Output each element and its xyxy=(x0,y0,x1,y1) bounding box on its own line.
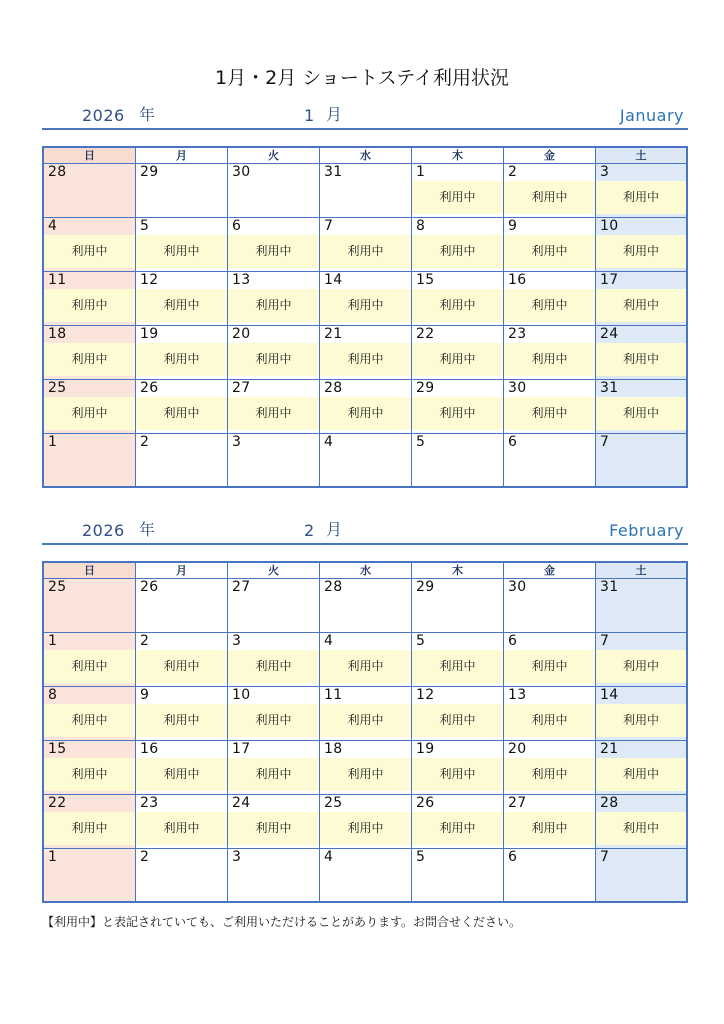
day-number: 8 xyxy=(416,218,426,234)
calendar-day-cell xyxy=(44,218,136,272)
calendar-day-cell xyxy=(320,218,412,272)
in-use-label: 利用中 xyxy=(504,181,595,214)
calendar-day-cell xyxy=(320,434,412,488)
in-use-label: 利用中 xyxy=(596,181,686,214)
day-number: 14 xyxy=(324,272,343,288)
month-number: 1 xyxy=(304,106,315,125)
day-number: 20 xyxy=(508,741,527,757)
day-number: 26 xyxy=(416,795,435,811)
weekday-header: 土 xyxy=(596,148,688,164)
calendar-day-cell xyxy=(504,849,596,903)
calendar-day-cell xyxy=(320,272,412,326)
month-english-name: January xyxy=(619,106,684,125)
day-number: 17 xyxy=(600,272,619,288)
in-use-label: 利用中 xyxy=(136,704,227,737)
in-use-label: 利用中 xyxy=(44,397,135,430)
in-use-label: 利用中 xyxy=(228,397,319,430)
in-use-label: 利用中 xyxy=(596,235,686,268)
day-number: 6 xyxy=(508,434,518,450)
calendar-january xyxy=(42,104,688,488)
in-use-label: 利用中 xyxy=(44,289,135,322)
calendar-day-cell xyxy=(504,434,596,488)
weekday-header: 水 xyxy=(320,563,412,579)
in-use-label: 利用中 xyxy=(44,704,135,737)
calendar-grid xyxy=(42,561,688,903)
calendar-day-cell xyxy=(228,687,320,741)
day-number: 27 xyxy=(232,380,251,396)
day-number: 3 xyxy=(600,164,610,180)
day-number: 23 xyxy=(508,326,527,342)
weekday-header: 土 xyxy=(596,563,688,579)
day-number: 29 xyxy=(416,579,435,595)
calendar-day-cell xyxy=(412,380,504,434)
day-number: 24 xyxy=(600,326,619,342)
in-use-label: 利用中 xyxy=(412,181,503,214)
in-use-label: 利用中 xyxy=(44,758,135,791)
calendar-day-cell xyxy=(228,218,320,272)
calendar-day-cell xyxy=(412,741,504,795)
calendar-day-cell xyxy=(44,687,136,741)
in-use-label: 利用中 xyxy=(596,812,686,845)
calendar-day-cell xyxy=(44,795,136,849)
month-unit: 月 xyxy=(326,520,343,539)
calendar-day-cell xyxy=(596,434,688,488)
calendar-day-cell xyxy=(44,326,136,380)
calendar-day-cell xyxy=(504,741,596,795)
day-number: 21 xyxy=(324,326,343,342)
day-number: 6 xyxy=(508,849,518,865)
calendar-day-cell xyxy=(596,849,688,903)
day-number: 5 xyxy=(416,633,426,649)
in-use-label: 利用中 xyxy=(228,758,319,791)
day-number: 9 xyxy=(508,218,518,234)
calendar-day-cell xyxy=(412,434,504,488)
in-use-label: 利用中 xyxy=(228,343,319,376)
day-number: 31 xyxy=(600,380,619,396)
calendar-day-cell xyxy=(136,741,228,795)
calendar-day-cell xyxy=(228,849,320,903)
in-use-label: 利用中 xyxy=(412,235,503,268)
day-number: 29 xyxy=(416,380,435,396)
in-use-label: 利用中 xyxy=(320,289,411,322)
calendar-day-cell xyxy=(412,795,504,849)
calendar-day-cell xyxy=(504,579,596,633)
day-number: 3 xyxy=(232,849,242,865)
calendar-day-cell xyxy=(44,164,136,218)
in-use-label: 利用中 xyxy=(320,650,411,683)
in-use-label: 利用中 xyxy=(136,397,227,430)
in-use-label: 利用中 xyxy=(412,343,503,376)
weekday-header: 日 xyxy=(44,148,136,164)
in-use-label: 利用中 xyxy=(504,704,595,737)
weekday-header: 木 xyxy=(412,563,504,579)
month-divider xyxy=(42,543,688,545)
day-number: 9 xyxy=(140,687,150,703)
in-use-label: 利用中 xyxy=(228,235,319,268)
calendar-day-cell xyxy=(504,272,596,326)
calendar-day-cell xyxy=(412,849,504,903)
in-use-label: 利用中 xyxy=(136,289,227,322)
in-use-label: 利用中 xyxy=(412,812,503,845)
day-number: 15 xyxy=(48,741,67,757)
day-number: 23 xyxy=(140,795,159,811)
month-number: 2 xyxy=(304,521,315,540)
day-number: 18 xyxy=(324,741,343,757)
calendar-day-cell xyxy=(44,633,136,687)
calendar-day-cell xyxy=(228,795,320,849)
day-number: 18 xyxy=(48,326,67,342)
day-number: 17 xyxy=(232,741,251,757)
calendar-day-cell xyxy=(596,795,688,849)
calendar-day-cell xyxy=(136,687,228,741)
in-use-label: 利用中 xyxy=(596,397,686,430)
in-use-label: 利用中 xyxy=(44,812,135,845)
in-use-label: 利用中 xyxy=(596,289,686,322)
in-use-label: 利用中 xyxy=(136,758,227,791)
calendar-day-cell xyxy=(596,218,688,272)
calendar-day-cell xyxy=(596,741,688,795)
in-use-label: 利用中 xyxy=(504,812,595,845)
in-use-label: 利用中 xyxy=(228,289,319,322)
weekday-header: 金 xyxy=(504,563,596,579)
day-number: 16 xyxy=(508,272,527,288)
day-number: 4 xyxy=(324,434,334,450)
calendar-day-cell xyxy=(596,380,688,434)
calendar-day-cell xyxy=(504,795,596,849)
day-number: 5 xyxy=(416,434,426,450)
day-number: 30 xyxy=(232,164,251,180)
day-number: 25 xyxy=(48,579,67,595)
weekday-header: 日 xyxy=(44,563,136,579)
calendar-day-cell xyxy=(228,434,320,488)
day-number: 6 xyxy=(232,218,242,234)
day-number: 26 xyxy=(140,579,159,595)
day-number: 30 xyxy=(508,579,527,595)
in-use-label: 利用中 xyxy=(412,704,503,737)
in-use-label: 利用中 xyxy=(228,650,319,683)
calendar-day-cell xyxy=(136,326,228,380)
calendar-day-cell xyxy=(412,164,504,218)
day-number: 1 xyxy=(48,633,58,649)
in-use-label: 利用中 xyxy=(136,650,227,683)
day-number: 10 xyxy=(600,218,619,234)
calendar-day-cell xyxy=(504,218,596,272)
day-number: 16 xyxy=(140,741,159,757)
calendar-day-cell xyxy=(44,579,136,633)
day-number: 29 xyxy=(140,164,159,180)
in-use-label: 利用中 xyxy=(44,650,135,683)
page-title: 1月・2月 ショートステイ利用状況 xyxy=(215,67,509,89)
month-header xyxy=(42,519,688,543)
day-number: 31 xyxy=(324,164,343,180)
in-use-label: 利用中 xyxy=(44,343,135,376)
day-number: 19 xyxy=(416,741,435,757)
calendar-day-cell xyxy=(44,380,136,434)
weekday-header: 月 xyxy=(136,148,228,164)
in-use-label: 利用中 xyxy=(412,397,503,430)
day-number: 3 xyxy=(232,633,242,649)
in-use-label: 利用中 xyxy=(320,235,411,268)
calendar-day-cell xyxy=(596,272,688,326)
weekday-header: 月 xyxy=(136,563,228,579)
day-number: 6 xyxy=(508,633,518,649)
in-use-label: 利用中 xyxy=(504,650,595,683)
calendar-day-cell xyxy=(228,633,320,687)
day-number: 13 xyxy=(508,687,527,703)
calendar-february xyxy=(42,519,688,903)
in-use-label: 利用中 xyxy=(596,343,686,376)
calendar-day-cell xyxy=(504,326,596,380)
calendar-day-cell xyxy=(44,272,136,326)
calendar-day-cell xyxy=(136,579,228,633)
in-use-label: 利用中 xyxy=(504,289,595,322)
calendar-day-cell xyxy=(504,380,596,434)
in-use-label: 利用中 xyxy=(596,704,686,737)
day-number: 8 xyxy=(48,687,58,703)
year-label: 2026 xyxy=(82,521,125,540)
day-number: 1 xyxy=(48,434,58,450)
day-number: 1 xyxy=(416,164,426,180)
in-use-label: 利用中 xyxy=(412,758,503,791)
year-label: 2026 xyxy=(82,106,125,125)
day-number: 7 xyxy=(600,633,610,649)
day-number: 22 xyxy=(416,326,435,342)
day-number: 2 xyxy=(140,849,150,865)
day-number: 5 xyxy=(140,218,150,234)
day-number: 13 xyxy=(232,272,251,288)
in-use-label: 利用中 xyxy=(596,758,686,791)
in-use-label: 利用中 xyxy=(136,235,227,268)
calendar-day-cell xyxy=(228,326,320,380)
day-number: 28 xyxy=(324,579,343,595)
in-use-label: 利用中 xyxy=(136,812,227,845)
calendar-day-cell xyxy=(320,849,412,903)
day-number: 7 xyxy=(600,434,610,450)
in-use-label: 利用中 xyxy=(504,235,595,268)
day-number: 11 xyxy=(324,687,343,703)
calendar-grid xyxy=(42,146,688,488)
calendar-day-cell xyxy=(320,326,412,380)
day-number: 3 xyxy=(232,434,242,450)
weekday-header: 水 xyxy=(320,148,412,164)
day-number: 31 xyxy=(600,579,619,595)
in-use-label: 利用中 xyxy=(504,397,595,430)
day-number: 28 xyxy=(48,164,67,180)
calendar-day-cell xyxy=(504,633,596,687)
day-number: 4 xyxy=(324,633,334,649)
weekday-header: 金 xyxy=(504,148,596,164)
in-use-label: 利用中 xyxy=(228,812,319,845)
day-number: 22 xyxy=(48,795,67,811)
day-number: 5 xyxy=(416,849,426,865)
calendar-day-cell xyxy=(412,633,504,687)
in-use-label: 利用中 xyxy=(504,343,595,376)
day-number: 20 xyxy=(232,326,251,342)
in-use-label: 利用中 xyxy=(320,704,411,737)
day-number: 28 xyxy=(600,795,619,811)
day-number: 2 xyxy=(508,164,518,180)
calendar-day-cell xyxy=(320,741,412,795)
calendar-day-cell xyxy=(136,218,228,272)
calendar-day-cell xyxy=(596,687,688,741)
in-use-label: 利用中 xyxy=(228,704,319,737)
in-use-label: 利用中 xyxy=(412,650,503,683)
day-number: 2 xyxy=(140,434,150,450)
in-use-label: 利用中 xyxy=(504,758,595,791)
calendar-day-cell xyxy=(136,380,228,434)
weekday-header: 火 xyxy=(228,563,320,579)
calendar-day-cell xyxy=(136,272,228,326)
month-header xyxy=(42,104,688,128)
day-number: 27 xyxy=(232,579,251,595)
year-unit: 年 xyxy=(139,520,156,539)
day-number: 12 xyxy=(140,272,159,288)
in-use-label: 利用中 xyxy=(136,343,227,376)
day-number: 2 xyxy=(140,633,150,649)
calendar-day-cell xyxy=(504,687,596,741)
day-number: 28 xyxy=(324,380,343,396)
in-use-label: 利用中 xyxy=(320,397,411,430)
day-number: 30 xyxy=(508,380,527,396)
calendar-day-cell xyxy=(136,434,228,488)
in-use-label: 利用中 xyxy=(320,812,411,845)
day-number: 19 xyxy=(140,326,159,342)
year-unit: 年 xyxy=(139,105,156,124)
day-number: 24 xyxy=(232,795,251,811)
calendar-day-cell xyxy=(136,633,228,687)
calendar-day-cell xyxy=(136,849,228,903)
calendar-day-cell xyxy=(320,795,412,849)
in-use-label: 利用中 xyxy=(320,758,411,791)
calendar-day-cell xyxy=(228,164,320,218)
in-use-label: 利用中 xyxy=(320,343,411,376)
calendar-day-cell xyxy=(412,218,504,272)
in-use-label: 利用中 xyxy=(44,235,135,268)
month-divider xyxy=(42,128,688,130)
in-use-label: 利用中 xyxy=(596,650,686,683)
day-number: 12 xyxy=(416,687,435,703)
calendar-day-cell xyxy=(44,849,136,903)
weekday-header: 木 xyxy=(412,148,504,164)
day-number: 27 xyxy=(508,795,527,811)
calendar-day-cell xyxy=(596,579,688,633)
footnote: 【利用中】と表記されていても、ご利用いただけることがあります。お問合せください。 xyxy=(42,915,522,929)
calendar-day-cell xyxy=(44,741,136,795)
day-number: 4 xyxy=(324,849,334,865)
calendar-day-cell xyxy=(228,579,320,633)
day-number: 25 xyxy=(324,795,343,811)
weekday-header: 火 xyxy=(228,148,320,164)
day-number: 11 xyxy=(48,272,67,288)
calendar-day-cell xyxy=(228,380,320,434)
day-number: 26 xyxy=(140,380,159,396)
day-number: 7 xyxy=(600,849,610,865)
calendar-day-cell xyxy=(596,326,688,380)
day-number: 4 xyxy=(48,218,58,234)
calendar-day-cell xyxy=(504,164,596,218)
calendar-day-cell xyxy=(228,741,320,795)
in-use-label: 利用中 xyxy=(412,289,503,322)
day-number: 10 xyxy=(232,687,251,703)
calendar-day-cell xyxy=(228,272,320,326)
calendar-day-cell xyxy=(412,687,504,741)
month-unit: 月 xyxy=(326,105,343,124)
day-number: 25 xyxy=(48,380,67,396)
calendar-day-cell xyxy=(412,272,504,326)
day-number: 7 xyxy=(324,218,334,234)
day-number: 14 xyxy=(600,687,619,703)
calendar-day-cell xyxy=(136,164,228,218)
calendar-day-cell xyxy=(320,687,412,741)
calendar-day-cell xyxy=(44,434,136,488)
calendar-day-cell xyxy=(320,380,412,434)
calendar-day-cell xyxy=(320,633,412,687)
calendar-day-cell xyxy=(320,579,412,633)
day-number: 1 xyxy=(48,849,58,865)
calendar-day-cell xyxy=(320,164,412,218)
calendar-day-cell xyxy=(596,164,688,218)
day-number: 21 xyxy=(600,741,619,757)
calendar-day-cell xyxy=(412,326,504,380)
month-english-name: February xyxy=(609,521,684,540)
calendar-day-cell xyxy=(596,633,688,687)
calendar-day-cell xyxy=(136,795,228,849)
calendar-day-cell xyxy=(412,579,504,633)
day-number: 15 xyxy=(416,272,435,288)
